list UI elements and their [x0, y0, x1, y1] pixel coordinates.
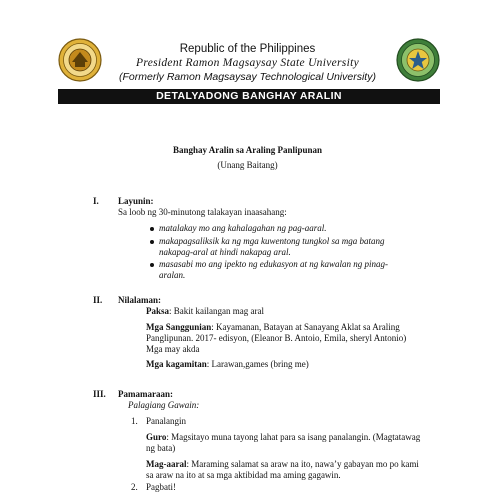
step-1-label: Panalangin	[146, 416, 186, 426]
document-banner: DETALYADONG BANGHAY ARALIN	[58, 89, 440, 104]
sanggunian-line1	[146, 322, 436, 333]
sanggunian-value: : Kayamanan, Batayan at Sanayang Aklat sa Araling	[211, 322, 400, 332]
paksa-line	[146, 306, 264, 317]
sanggunian-line3: Mga may akda	[146, 344, 200, 354]
mag-aaral-label: Mag-aaral	[146, 459, 187, 469]
university-name: President Ramon Magsaysay State University	[136, 57, 359, 69]
section-3-subheading: Palagiang Gawain:	[128, 400, 200, 410]
paksa-label: Paksa	[146, 306, 170, 316]
sanggunian-label: Mga Sanggunian	[146, 322, 212, 332]
kagamitan-line	[146, 359, 309, 370]
bullet-icon	[150, 227, 154, 231]
objective-3-line2: aralan.	[159, 270, 186, 280]
lesson-title: Banghay Aralin sa Araling Panlipunan	[172, 145, 323, 155]
step-1-number: 1.	[131, 416, 138, 426]
section-2-heading: Nilalaman:	[118, 295, 162, 305]
guro-label: Guro	[146, 432, 167, 442]
former-name: (Formerly Ramon Magsaysay Technological University)	[119, 71, 376, 83]
kagamitan-value: : Larawan,games (bring me)	[206, 359, 309, 369]
mag-aaral-text: : Maraming salamat sa araw na ito, nawa’y gabayan mo po kami	[186, 459, 419, 469]
section-2-number: II.	[93, 295, 103, 305]
college-seal-icon	[396, 38, 440, 82]
kagamitan-label: Mga kagamitan	[146, 359, 207, 369]
guro-line2: ng bata)	[146, 443, 176, 453]
grade-level: (Unang Baitang)	[217, 160, 278, 170]
section-1-intro: Sa loob ng 30-minutong talakayan inaasahang:	[118, 207, 287, 217]
section-1-number: I.	[93, 196, 99, 206]
sanggunian-line2: Panglipunan. 2017- edisyon, (Eleanor B. Antoio, Emila, sheryl Antonio)	[146, 333, 407, 343]
bullet-icon	[150, 263, 154, 267]
objective-3-line1: masasabi mo ang ipekto ng edukasyon at ng kawalan ng pinag-	[159, 259, 388, 269]
country-heading: Republic of the Philippines	[179, 43, 316, 55]
section-3-number: III.	[93, 389, 106, 399]
step-2-label: Pagbati!	[146, 482, 176, 492]
guro-line1	[146, 432, 420, 443]
objective-2-line1: makapagsaliksik ka ng mga kuwentong tungkol sa mga batang	[159, 236, 385, 246]
mag-aaral-line2: sa araw na ito at sa mga aktibidad ma aming gagawin.	[146, 470, 341, 480]
paksa-value: : Bakit kailangan mag aral	[169, 306, 264, 316]
mag-aaral-line1	[146, 459, 419, 470]
university-seal-icon	[58, 38, 102, 82]
bullet-icon	[150, 240, 154, 244]
guro-text: : Magsitayo muna tayong lahat para sa isang panalangin. (Magtatawag	[166, 432, 421, 442]
section-1-heading: Layunin:	[118, 196, 154, 206]
step-2-number: 2.	[131, 482, 138, 492]
section-3-heading: Pamamaraan:	[118, 389, 173, 399]
objective-2-line2: nakapag-aral at hindi nakapag aral.	[159, 247, 291, 257]
objective-1: matalakay mo ang kahalagahan ng pag-aaral.	[159, 223, 327, 233]
